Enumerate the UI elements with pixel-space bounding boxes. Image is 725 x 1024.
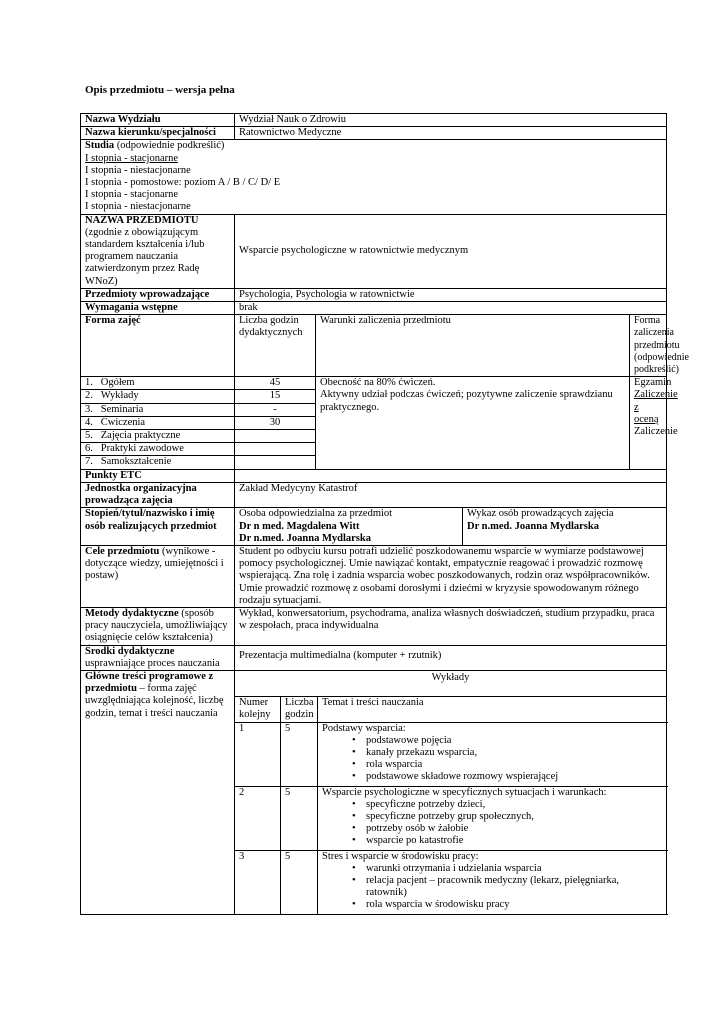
- srodki-label-cell: [81, 645, 235, 670]
- row-jednostka: [81, 482, 667, 507]
- topic-list: [322, 735, 662, 784]
- osoby-label: Stopień/tytuł/nazwisko i imię osób realizujących przedmiot: [81, 508, 235, 546]
- tresci-label: Główne treści programowe z przedmiotu: [85, 670, 214, 695]
- tresci-label-cell: [81, 670, 235, 914]
- responsible-label: Osoba odpowiedzialna za przedmiot: [239, 508, 393, 520]
- forma-zajec-row-name: [81, 416, 235, 429]
- forma-zajec-row-hours: [235, 443, 316, 456]
- row-number: 4.: [85, 416, 93, 428]
- form-option: Zaliczenie: [634, 426, 678, 438]
- row-wymagania: [81, 302, 667, 315]
- cele-label-cell: [81, 545, 235, 607]
- tresci-row-topic: [318, 722, 667, 786]
- tresci-row-topic: [318, 850, 667, 914]
- row-name: Ogółem: [100, 377, 135, 389]
- row-srodki: [81, 645, 667, 670]
- tresci-col-hours: Liczba godzin: [281, 697, 318, 722]
- form-option: Egzamin: [634, 377, 672, 389]
- topic-list: [322, 863, 662, 912]
- tresci-note: – forma zajęć uwzględniająca kolejność, liczbę godzin, temat i treści nauczania: [85, 683, 224, 719]
- responsible-person: Dr n med. Magdalena Witt: [239, 520, 360, 532]
- topic-item: • kanały przekazu wsparcia,: [352, 747, 662, 759]
- topic-item: • podstawowe składowe rozmowy wspierającej: [352, 771, 662, 783]
- responsible-person: Dr n.med. Joanna Mydlarska: [239, 532, 371, 544]
- row-number: 6.: [85, 443, 93, 455]
- tresci-header: Wykłady: [235, 670, 667, 696]
- row-studia: [81, 140, 667, 214]
- forma-zajec-forms: [630, 377, 678, 469]
- nazwa-przedmiotu-label: NAZWA PRZEDMIOTU: [85, 214, 199, 226]
- wymagania-value: brak: [235, 302, 667, 315]
- topic-item: • rola wsparcia: [352, 759, 662, 771]
- tresci-row-num: 3: [235, 850, 281, 914]
- tresci-row-topic: [318, 786, 667, 850]
- tresci-row-num: 2: [235, 786, 281, 850]
- studia-label: Studia: [85, 140, 115, 152]
- punkty-value: [235, 469, 667, 482]
- metody-label-cell: [81, 607, 235, 645]
- studia-cell: [81, 140, 667, 214]
- srodki-label: Środki dydaktyczne: [85, 645, 175, 657]
- forma-zajec-row: [81, 377, 667, 390]
- row-name: Samokształcenie: [100, 456, 172, 468]
- studia-option: I stopnia - niestacjonarne: [85, 201, 191, 213]
- topic-list: [322, 799, 662, 848]
- studia-option: I stopnia - stacjonarne: [85, 189, 179, 201]
- srodki-note: usprawniające proces nauczania: [85, 657, 220, 669]
- forma-zajec-form-header: Forma zaliczenia przedmiotu (odpowiednie podkreślić): [630, 315, 667, 377]
- wydzial-value: Wydział Nauk o Zdrowiu: [235, 114, 667, 127]
- forma-zajec-row-name: [81, 390, 235, 403]
- forma-zajec-row-name: [81, 456, 235, 469]
- forma-zajec-row-name: [81, 430, 235, 443]
- osoby-list: [463, 508, 667, 546]
- form-option: Zaliczenie z oceną: [634, 389, 678, 425]
- punkty-label: Punkty ETC: [81, 469, 235, 482]
- topic-item: • podstawowe pojęcia: [352, 735, 662, 747]
- topic-item: • potrzeby osób w żałobie: [352, 823, 662, 835]
- nazwa-przedmiotu-label-cell: [81, 214, 235, 288]
- row-nazwa-przedmiotu: [81, 214, 667, 288]
- studia-option: I stopnia - pomostowe: poziom A / B / C/ D/ E: [85, 177, 281, 189]
- row-number: 3.: [85, 403, 93, 415]
- row-name: Wykłady: [100, 390, 139, 402]
- metody-label: Metody dydaktyczne: [85, 607, 179, 619]
- row-name: Zajęcia praktyczne: [100, 430, 181, 442]
- forma-zajec-label: Forma zajęć: [81, 315, 235, 377]
- cele-value: Student po odbyciu kursu potrafi udzielić poszkodowanemu wsparcie w wymiarze podstawowej pomocy psychologicznej. Umie nawiązać kontakt, empatycznie reagować i prowadzić rozmowę wspierającą. Zna rolę i zadnia wsparcia wobec poszkodowanych, rodzin oraz współpracowników. Umie prowadzić rozmowę z osobami dorosłymi i dziećmi w kryzysie spowodowanym różnego rodzaju sytuacjami.: [235, 545, 667, 607]
- tresci-row-num: 1: [235, 722, 281, 786]
- przedmioty-wprowadzajace-value: Psychologia, Psychologia w ratownictwie: [235, 288, 667, 301]
- kierunek-value: Ratownictwo Medyczne: [235, 127, 667, 140]
- row-metody: [81, 607, 667, 645]
- row-wydzial: [81, 114, 667, 127]
- row-name: Ćwiczenia: [100, 416, 146, 428]
- nazwa-przedmiotu-note: (zgodnie z obowiązującym standardem kształcenia i/lub programem nauczania zatwierdzonym przez Radę WNoZ): [85, 226, 205, 287]
- topic-title: Wsparcie psychologiczne w specyficznych sytuacjach i warunkach:: [322, 786, 607, 798]
- tresci-row-hours: 5: [281, 850, 318, 914]
- document-title: Opis przedmiotu – wersja pełna: [85, 84, 235, 96]
- topic-item: • specyficzne potrzeby dzieci,: [352, 799, 662, 811]
- row-number: 1.: [85, 377, 93, 389]
- forma-zajec-row-hours: 45: [235, 377, 316, 390]
- forma-zajec-row-name: [81, 403, 235, 416]
- row-number: 2.: [85, 390, 93, 402]
- metody-value: Wykład, konwersatorium, psychodrama, analiza własnych doświadczeń, studium przypadku, praca w zespołach, praca indywidualna: [235, 607, 667, 645]
- forma-zajec-row-name: [81, 377, 235, 390]
- row-tresci-header: [81, 670, 667, 696]
- cele-label: Cele przedmiotu: [85, 545, 160, 557]
- cele-note: (wynikowe - dotyczące wiedzy, umiejętności i postaw): [85, 545, 224, 582]
- forma-zajec-row-hours: [235, 456, 316, 469]
- forma-zajec-conditions: Obecność na 80% ćwiczeń. Aktywny udział podczas ćwiczeń; pozytywne zaliczenie sprawdzianu praktycznego.: [316, 377, 630, 469]
- row-number: 5.: [85, 430, 93, 442]
- tresci-row-hours: 5: [281, 786, 318, 850]
- row-number: 7.: [85, 456, 93, 468]
- row-name: Praktyki zawodowe: [100, 443, 184, 455]
- list-person: Dr n.med. Joanna Mydlarska: [467, 520, 599, 532]
- row-cele: [81, 545, 667, 607]
- row-kierunek: [81, 127, 667, 140]
- forma-zajec-conditions-header: Warunki zaliczenia przedmiotu: [316, 315, 630, 377]
- row-osoby: [81, 508, 667, 546]
- forma-zajec-row-hours: 30: [235, 416, 316, 429]
- srodki-value: Prezentacja multimedialna (komputer + rzutnik): [235, 645, 667, 670]
- przedmioty-wprowadzajace-label: Przedmioty wprowadzające: [81, 288, 235, 301]
- topic-item: • specyficzne potrzeby grup społecznych,: [352, 811, 662, 823]
- topic-item: • warunki otrzymania i udzielania wsparcia: [352, 863, 662, 875]
- kierunek-label: Nazwa kierunku/specjalności: [81, 127, 235, 140]
- tresci-col-num: Numer kolejny: [235, 697, 281, 722]
- studia-note: (odpowiednie podkreślić): [114, 140, 225, 152]
- course-description-table: [80, 113, 689, 915]
- osoby-responsible: [235, 508, 463, 546]
- topic-item: • relacja pacjent – pracownik medyczny (lekarz, pielęgniarka, ratownik): [352, 875, 662, 899]
- topic-title: Stres i wsparcie w środowisku pracy:: [322, 850, 479, 862]
- tresci-col-topic: Temat i treści nauczania: [318, 697, 667, 722]
- studia-option: I stopnia - stacjonarne: [85, 152, 179, 164]
- topic-item: • rola wsparcia w środowisku pracy: [352, 899, 662, 911]
- forma-zajec-row-name: [81, 443, 235, 456]
- topic-title: Podstawy wsparcia:: [322, 722, 406, 734]
- wymagania-label: Wymagania wstępne: [81, 302, 235, 315]
- studia-option: I stopnia - niestacjonarne: [85, 164, 191, 176]
- nazwa-przedmiotu-value: Wsparcie psychologiczne w ratownictwie medycznym: [235, 214, 667, 288]
- list-label: Wykaz osób prowadzących zajęcia: [467, 508, 614, 520]
- jednostka-value: Zakład Medycyny Katastrof: [235, 482, 667, 507]
- forma-zajec-hours-header: Liczba godzin dydaktycznych: [235, 315, 316, 377]
- jednostka-label: Jednostka organizacyjna prowadząca zajęcia: [81, 482, 235, 507]
- row-przedmioty-wprowadzajace: [81, 288, 667, 301]
- topic-item: • wsparcie po katastrofie: [352, 835, 662, 847]
- forma-zajec-row-hours: -: [235, 403, 316, 416]
- row-name: Seminaria: [100, 403, 144, 415]
- row-forma-zajec-header: [81, 315, 667, 377]
- row-punkty: [81, 469, 667, 482]
- metody-note: (sposób pracy nauczyciela, umożliwiający osiągnięcie celów kształcenia): [85, 607, 228, 644]
- wydzial-label: Nazwa Wydziału: [81, 114, 235, 127]
- forma-zajec-row-hours: [235, 430, 316, 443]
- forma-zajec-row-hours: 15: [235, 390, 316, 403]
- tresci-row-hours: 5: [281, 722, 318, 786]
